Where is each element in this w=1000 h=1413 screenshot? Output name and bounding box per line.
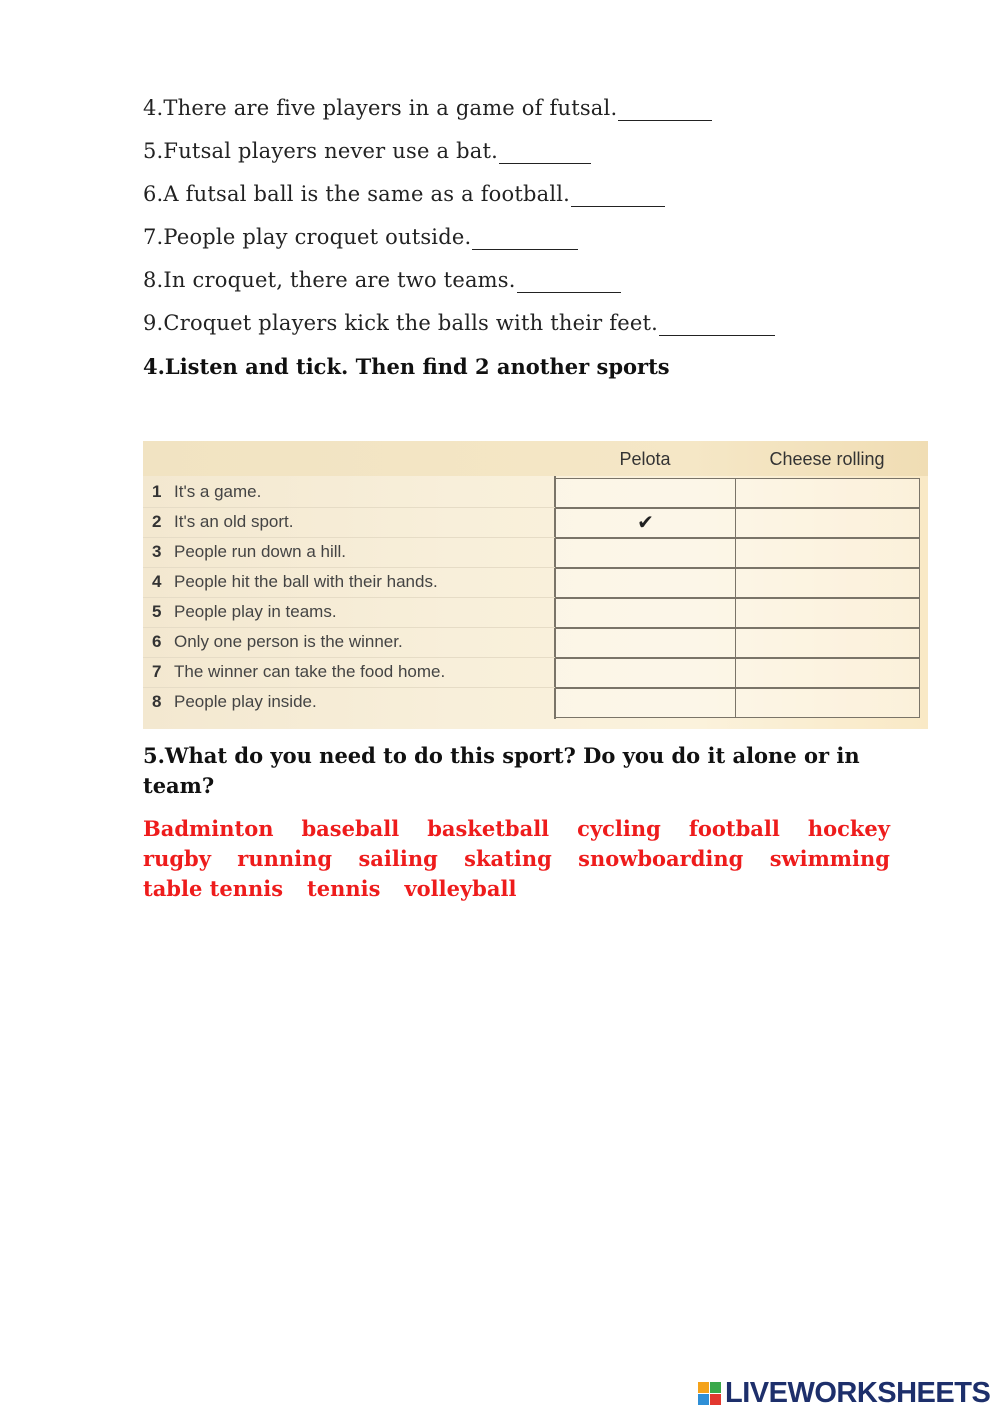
answer-blank[interactable] [499,139,591,164]
table-row [143,628,928,658]
row-number: 2 [152,512,162,531]
statement-5 [143,139,591,164]
tick-table [143,441,928,729]
row-divider [143,507,555,508]
row-number: 7 [152,662,162,681]
sport-word: snowboarding [578,846,744,871]
row-number: 4 [152,572,162,591]
statement-text: 8.In croquet, there are two teams. [143,268,516,292]
column-header-cheese-rolling: Cheese rolling [769,449,885,469]
tick-cell-pelota[interactable] [555,538,736,568]
answer-blank[interactable] [472,225,578,250]
row-divider [143,627,555,628]
row-divider [143,537,555,538]
row-divider [143,567,555,568]
sport-word: Badminton [143,816,274,841]
statement-text: 4.There are five players in a game of futsal. [143,96,618,120]
answer-input-8[interactable] [517,274,621,292]
statement-8 [143,268,621,293]
statement-text: 5.Futsal players never use a bat. [143,139,498,163]
sport-word: tennis [307,876,381,901]
row-number: 8 [152,692,162,711]
sport-word: sailing [358,846,438,871]
table-row [143,658,928,688]
tick-cell-cheese[interactable] [735,658,920,688]
statement-text: 6.A futsal ball is the same as a football. [143,182,571,206]
tick-cell-cheese[interactable] [735,688,920,718]
row-text: People play in teams. [174,602,337,621]
row-number: 5 [152,602,162,621]
tick-cell-pelota[interactable] [555,598,736,628]
sport-word: football [688,816,780,841]
sport-word: table tennis [143,876,284,901]
sport-word: swimming [769,846,890,871]
row-text: People run down a hill. [174,542,347,561]
answer-blank[interactable] [517,268,621,293]
section-5-heading: 5.What do you need to do this sport? Do you do it alone or in [143,743,860,768]
tick-cell-pelota[interactable]: ✔ [555,508,736,538]
tick-cell-pelota[interactable] [555,628,736,658]
answer-input-9[interactable] [659,317,775,335]
tick-cell-cheese[interactable] [735,598,920,628]
row-text: The winner can take the food home. [174,662,446,681]
logo-mark-icon [698,1382,721,1405]
row-text: It's an old sport. [174,512,294,531]
word-bank-line [143,876,890,901]
sport-word: baseball [301,816,400,841]
sport-word: rugby [143,846,211,871]
tick-cell-pelota[interactable] [555,658,736,688]
row-text: Only one person is the winner. [174,632,403,651]
sport-word: basketball [427,816,550,841]
tick-cell-pelota[interactable] [555,568,736,598]
table-row [143,538,928,568]
tick-cell-cheese[interactable] [735,628,920,658]
logo-tile-i [710,1382,721,1393]
logo-text: LIVEWORKSHEETS [725,1376,991,1409]
row-number: 3 [152,542,162,561]
tick-cell-cheese[interactable] [735,538,920,568]
answer-input-7[interactable] [472,231,578,249]
statement-9 [143,311,775,336]
logo-tile-v [698,1394,709,1405]
section-4-heading: 4.Listen and tick. Then find 2 another sports [143,354,670,379]
statement-text: 7.People play croquet outside. [143,225,472,249]
tick-cell-pelota[interactable] [555,688,736,718]
sport-word: volleyball [404,876,517,901]
tick-cell-cheese[interactable] [735,568,920,598]
statement-text: 9.Croquet players kick the balls with their feet. [143,311,658,335]
table-row [143,568,928,598]
answer-input-5[interactable] [499,145,591,163]
tick-cell-pelota[interactable] [555,478,736,508]
answer-input-6[interactable] [571,188,665,206]
row-number: 6 [152,632,162,651]
table-row [143,688,928,718]
answer-blank[interactable] [618,96,712,121]
statement-4 [143,96,712,121]
answer-blank[interactable] [659,311,775,336]
sport-word: hockey [807,816,890,841]
table-row [143,598,928,628]
liveworksheets-logo [698,1378,990,1408]
row-number: 1 [152,482,162,501]
row-text: People play inside. [174,692,317,711]
statement-7 [143,225,578,250]
sport-word: running [237,846,333,871]
row-divider [143,687,555,688]
row-divider [143,597,555,598]
column-header-pelota: Pelota [619,449,671,469]
logo-tile-l [698,1382,709,1393]
row-text: People hit the ball with their hands. [174,572,438,591]
statement-6 [143,182,665,207]
sport-word: cycling [577,816,661,841]
word-bank-line [143,846,890,871]
tick-cell-cheese[interactable] [735,478,920,508]
logo-tile-e [710,1394,721,1405]
row-divider [143,657,555,658]
table-row [143,508,928,538]
table-row [143,478,928,508]
word-bank-line [143,816,890,841]
row-text: It's a game. [174,482,262,501]
sport-word: skating [464,846,552,871]
answer-blank[interactable] [571,182,665,207]
section-5-heading-cont: team? [143,773,215,798]
answer-input-4[interactable] [618,102,712,120]
tick-cell-cheese[interactable] [735,508,920,538]
